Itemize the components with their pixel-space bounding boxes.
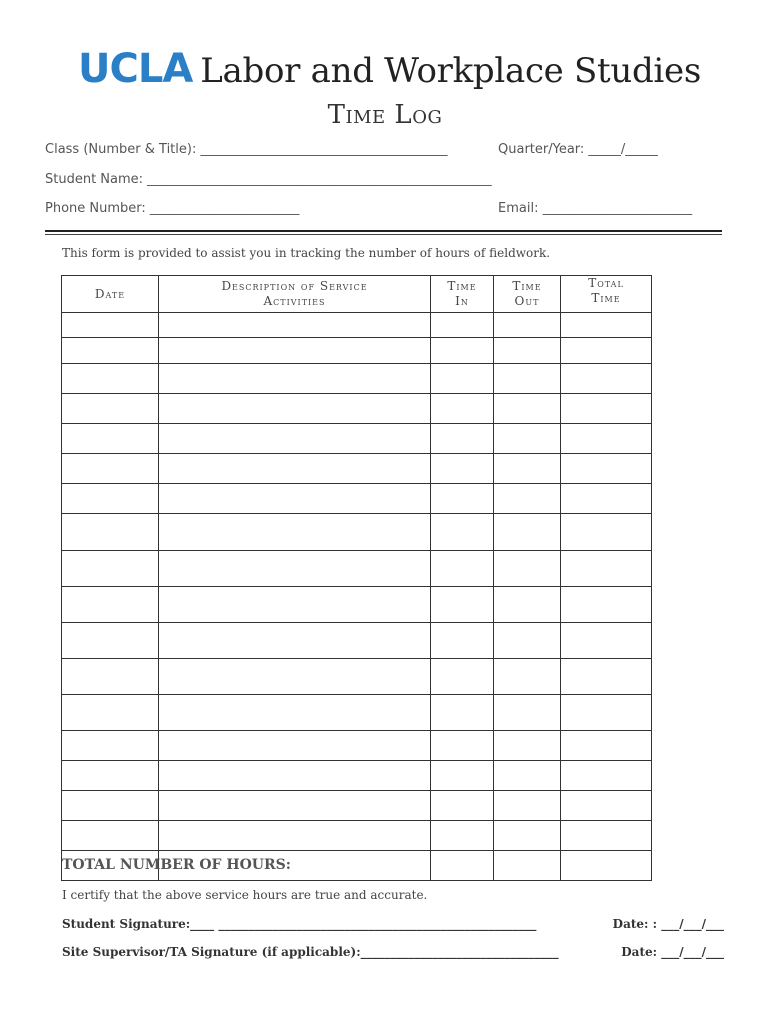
table-row bbox=[62, 364, 652, 394]
cell-date[interactable] bbox=[62, 364, 159, 394]
cell-description[interactable] bbox=[159, 623, 431, 659]
cell-date[interactable] bbox=[62, 454, 159, 484]
cell-time-out[interactable] bbox=[494, 851, 561, 881]
supervisor-signature-label: Site Supervisor/TA Signature (if applicable):_________________________________ bbox=[62, 945, 559, 959]
table-row bbox=[62, 821, 652, 851]
cell-time-out[interactable] bbox=[494, 731, 561, 761]
cell-time-out[interactable] bbox=[494, 514, 561, 551]
cell-time-in[interactable] bbox=[431, 454, 494, 484]
student-signature-label: Student Signature:____ _____________________________________________________ bbox=[62, 917, 537, 931]
table-row bbox=[62, 484, 652, 514]
class-field[interactable]: Class (Number & Title): ______________________________________ bbox=[45, 142, 448, 157]
cell-date[interactable] bbox=[62, 791, 159, 821]
total-hours-label: TOTAL NUMBER OF HOURS: bbox=[62, 857, 291, 873]
cell-time-out[interactable] bbox=[494, 454, 561, 484]
table-header-row bbox=[62, 276, 652, 313]
table-row bbox=[62, 659, 652, 695]
form-note: This form is provided to assist you in tracking the number of hours of fieldwork. bbox=[62, 246, 551, 260]
cell-time-in[interactable] bbox=[431, 587, 494, 623]
table-row bbox=[62, 551, 652, 587]
cell-time-out[interactable] bbox=[494, 313, 561, 338]
cell-total-time[interactable] bbox=[561, 364, 652, 394]
cell-date[interactable] bbox=[62, 695, 159, 731]
cell-time-in[interactable] bbox=[431, 821, 494, 851]
phone-number-field[interactable]: Phone Number: _______________________ bbox=[45, 201, 300, 216]
column-header-total-time: Total Time bbox=[561, 276, 652, 313]
supervisor-date-label[interactable]: Date: ___/___/___ bbox=[621, 945, 724, 959]
certification-text: I certify that the above service hours are true and accurate. bbox=[62, 888, 428, 902]
cell-date[interactable] bbox=[62, 484, 159, 514]
ucla-wordmark: UCLA bbox=[78, 46, 193, 92]
cell-total-time[interactable] bbox=[561, 695, 652, 731]
cell-date[interactable] bbox=[62, 731, 159, 761]
cell-date[interactable] bbox=[62, 587, 159, 623]
cell-description[interactable] bbox=[159, 313, 431, 338]
table-row bbox=[62, 587, 652, 623]
cell-total-time[interactable] bbox=[561, 851, 652, 881]
cell-time-out[interactable] bbox=[494, 394, 561, 424]
cell-time-in[interactable] bbox=[431, 761, 494, 791]
cell-description[interactable] bbox=[159, 731, 431, 761]
column-header-time-out: Time Out bbox=[494, 276, 561, 313]
cell-total-time[interactable] bbox=[561, 313, 652, 338]
table-row bbox=[62, 454, 652, 484]
cell-total-time[interactable] bbox=[561, 761, 652, 791]
cell-total-time[interactable] bbox=[561, 731, 652, 761]
cell-total-time[interactable] bbox=[561, 551, 652, 587]
student-date-label[interactable]: Date: : ___/___/___ bbox=[612, 917, 724, 931]
cell-time-out[interactable] bbox=[494, 424, 561, 454]
cell-description[interactable] bbox=[159, 821, 431, 851]
table-row bbox=[62, 424, 652, 454]
cell-description[interactable] bbox=[159, 514, 431, 551]
cell-total-time[interactable] bbox=[561, 587, 652, 623]
cell-time-out[interactable] bbox=[494, 821, 561, 851]
cell-description[interactable] bbox=[159, 484, 431, 514]
quarter-year-field[interactable]: Quarter/Year: _____/_____ bbox=[498, 142, 658, 157]
cell-time-out[interactable] bbox=[494, 695, 561, 731]
cell-total-time[interactable] bbox=[561, 394, 652, 424]
cell-date[interactable] bbox=[62, 761, 159, 791]
cell-description[interactable] bbox=[159, 338, 431, 364]
cell-total-time[interactable] bbox=[561, 484, 652, 514]
table-row bbox=[62, 791, 652, 821]
table-row bbox=[62, 623, 652, 659]
cell-time-out[interactable] bbox=[494, 659, 561, 695]
time-log-table bbox=[61, 275, 652, 881]
cell-time-in[interactable] bbox=[431, 394, 494, 424]
table-row bbox=[62, 695, 652, 731]
table-row bbox=[62, 731, 652, 761]
cell-date[interactable] bbox=[62, 424, 159, 454]
cell-time-in[interactable] bbox=[431, 695, 494, 731]
cell-time-in[interactable] bbox=[431, 551, 494, 587]
cell-time-out[interactable] bbox=[494, 623, 561, 659]
cell-total-time[interactable] bbox=[561, 659, 652, 695]
cell-time-in[interactable] bbox=[431, 851, 494, 881]
cell-description[interactable] bbox=[159, 659, 431, 695]
department-name: Labor and Workplace Studies bbox=[200, 51, 701, 91]
cell-time-out[interactable] bbox=[494, 761, 561, 791]
table-row bbox=[62, 514, 652, 551]
cell-total-time[interactable] bbox=[561, 424, 652, 454]
cell-date[interactable] bbox=[62, 338, 159, 364]
cell-date[interactable] bbox=[62, 623, 159, 659]
cell-total-time[interactable] bbox=[561, 338, 652, 364]
cell-total-time[interactable] bbox=[561, 623, 652, 659]
cell-time-out[interactable] bbox=[494, 338, 561, 364]
cell-time-in[interactable] bbox=[431, 484, 494, 514]
cell-time-out[interactable] bbox=[494, 364, 561, 394]
cell-date[interactable] bbox=[62, 394, 159, 424]
cell-total-time[interactable] bbox=[561, 514, 652, 551]
cell-time-out[interactable] bbox=[494, 484, 561, 514]
cell-description[interactable] bbox=[159, 791, 431, 821]
cell-date[interactable] bbox=[62, 313, 159, 338]
cell-time-out[interactable] bbox=[494, 791, 561, 821]
cell-time-in[interactable] bbox=[431, 364, 494, 394]
cell-description[interactable] bbox=[159, 695, 431, 731]
cell-total-time[interactable] bbox=[561, 454, 652, 484]
cell-time-in[interactable] bbox=[431, 514, 494, 551]
column-header-date: Date bbox=[62, 276, 159, 313]
table-row bbox=[62, 394, 652, 424]
cell-description[interactable] bbox=[159, 551, 431, 587]
cell-time-in[interactable] bbox=[431, 424, 494, 454]
cell-time-in[interactable] bbox=[431, 313, 494, 338]
ucla-logo bbox=[78, 46, 701, 92]
cell-description[interactable] bbox=[159, 394, 431, 424]
table-row bbox=[62, 313, 652, 338]
cell-total-time[interactable] bbox=[561, 791, 652, 821]
header-divider bbox=[45, 230, 722, 232]
cell-time-in[interactable] bbox=[431, 659, 494, 695]
cell-date[interactable] bbox=[62, 821, 159, 851]
cell-description[interactable] bbox=[159, 587, 431, 623]
table-row bbox=[62, 338, 652, 364]
student-name-field[interactable]: Student Name: _____________________________________________________ bbox=[45, 172, 492, 187]
cell-total-time[interactable] bbox=[561, 821, 652, 851]
cell-time-in[interactable] bbox=[431, 623, 494, 659]
page-title: Time Log bbox=[327, 100, 443, 130]
cell-date[interactable] bbox=[62, 514, 159, 551]
cell-date[interactable] bbox=[62, 659, 159, 695]
cell-description[interactable] bbox=[159, 454, 431, 484]
table-row bbox=[62, 761, 652, 791]
cell-description[interactable] bbox=[159, 761, 431, 791]
email-field[interactable]: Email: _______________________ bbox=[498, 201, 693, 216]
cell-description[interactable] bbox=[159, 424, 431, 454]
cell-time-in[interactable] bbox=[431, 731, 494, 761]
cell-time-in[interactable] bbox=[431, 338, 494, 364]
cell-time-in[interactable] bbox=[431, 791, 494, 821]
header-divider-thin bbox=[45, 234, 722, 235]
column-header-time-in: Time In bbox=[431, 276, 494, 313]
cell-date[interactable] bbox=[62, 551, 159, 587]
cell-time-out[interactable] bbox=[494, 587, 561, 623]
cell-description[interactable] bbox=[159, 364, 431, 394]
cell-time-out[interactable] bbox=[494, 551, 561, 587]
column-header-description: Description of Service Activities bbox=[159, 276, 431, 313]
